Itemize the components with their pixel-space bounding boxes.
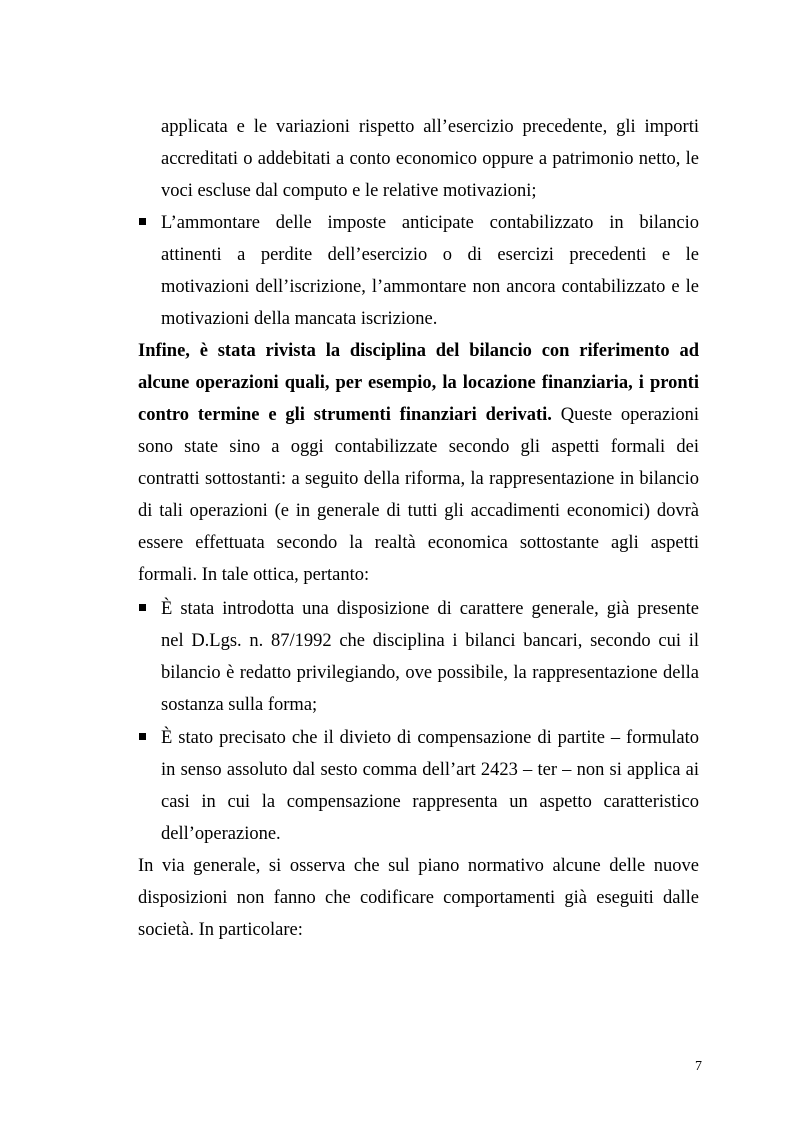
text-line: essere effettuata secondo la realtà economica sottostante agli aspetti	[138, 533, 699, 553]
text-line: sono state sino a oggi contabilizzate secondo gli aspetti formali dei	[138, 437, 699, 457]
text-line: casi in cui la compensazione rappresenta un aspetto caratteristico	[161, 792, 699, 812]
text-line: nel D.Lgs. n. 87/1992 che disciplina i bilanci bancari, secondo cui il	[161, 631, 699, 651]
text-line-bold: Infine, è stata rivista la disciplina del bilancio con riferimento ad	[138, 341, 699, 361]
bold-phrase: contro termine e gli strumenti finanziari derivati.	[138, 405, 552, 425]
bullet-icon	[139, 733, 146, 740]
text-line: In via generale, si osserva che sul piano normativo alcune delle nuove	[138, 856, 699, 876]
text-line: È stato precisato che il divieto di compensazione di partite – formulato	[161, 728, 699, 748]
text-line: formali. In tale ottica, pertanto:	[138, 565, 370, 585]
text-line: L’ammontare delle imposte anticipate contabilizzato in bilancio	[161, 213, 699, 233]
text-line: applicata e le variazioni rispetto all’esercizio precedente, gli importi	[161, 117, 699, 137]
bullet-icon	[139, 218, 146, 225]
text-line: dell’operazione.	[161, 824, 281, 844]
text-line: di tali operazioni (e in generale di tutti gli accadimenti economici) dovrà	[138, 501, 699, 521]
text-line: disposizioni non fanno che codificare comportamenti già eseguiti dalle	[138, 888, 699, 908]
bullet-icon	[139, 604, 146, 611]
text-line-mixed	[138, 404, 699, 426]
text-line: motivazioni della mancata iscrizione.	[161, 309, 438, 329]
text-line: voci escluse dal computo e le relative motivazioni;	[161, 181, 537, 201]
text-line: motivazioni dell’iscrizione, l’ammontare non ancora contabilizzato e le	[161, 277, 699, 297]
text-line: sostanza sulla forma;	[161, 695, 318, 715]
text-line: società. In particolare:	[138, 920, 303, 940]
text-line: accreditati o addebitati a conto economico oppure a patrimonio netto, le	[161, 149, 699, 169]
text-line: attinenti a perdite dell’esercizio o di esercizi precedenti e le	[161, 245, 699, 265]
text-line-bold: alcune operazioni quali, per esempio, la locazione finanziaria, i pronti	[138, 373, 699, 393]
page-number: 7	[695, 1059, 702, 1074]
text-line: contratti sottostanti: a seguito della riforma, la rappresentazione in bilancio	[138, 469, 699, 489]
text-line: È stata introdotta una disposizione di carattere generale, già presente	[161, 599, 699, 619]
text-span: Queste operazioni	[551, 405, 699, 425]
text-line: in senso assoluto dal sesto comma dell’art 2423 – ter – non si applica ai	[161, 760, 699, 780]
text-line: bilancio è redatto privilegiando, ove possibile, la rappresentazione della	[161, 663, 699, 683]
